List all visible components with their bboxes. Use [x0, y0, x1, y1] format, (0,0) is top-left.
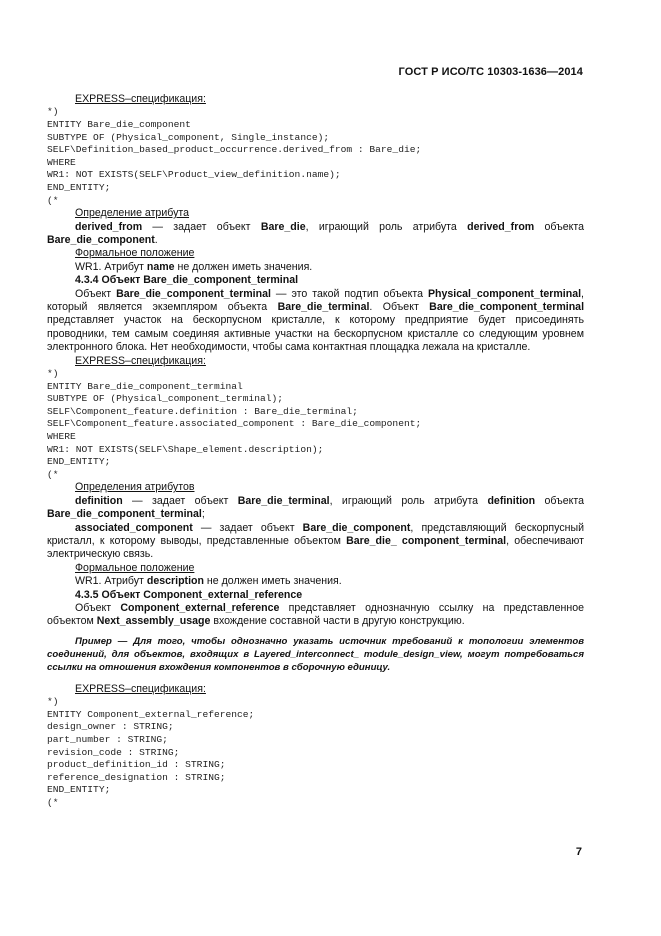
formal-rule-wr1: WR1. Атрибут description не должен иметь значения.	[75, 575, 342, 588]
express-code-block: *) ENTITY Component_external_reference; design_owner : STRING; part_number : STRING; revision_code : STRING; product_definition_id : STRING; reference_designation : STRING; END_ENTITY; (*	[47, 696, 255, 808]
express-heading: EXPRESS–спецификация:	[75, 682, 206, 695]
express-heading: EXPRESS–спецификация:	[75, 354, 206, 367]
body-paragraph: Объект Component_external_reference представляет однозначную ссылку на представленное объектом Next_assembly_usage вхождение составной части в другую конструкцию.	[47, 602, 584, 628]
section-heading: 4.3.4 Объект Bare_die_component_terminal	[75, 274, 299, 287]
example-note: Пример — Для того, чтобы однозначно указать источник требований к топологии элементов соединений, для объектов, входящих в Layered_interconnect_ module_design_view, могут потребоваться ссылки на отношения вхождения компонентов в сборочную единицу.	[47, 635, 584, 673]
attribute-definition-paragraph: associated_component — задает объект Bare_die_component, представляющий бескорпусный кристалл, к которому выводы, представленные объектом Bare_die_ component_terminal, обеспечивают электрическую связь.	[47, 521, 584, 561]
express-code-block: *) ENTITY Bare_die_component SUBTYPE OF (Physical_component, Single_instance); SELF\Definition_based_product_occurrence.derived_from : Bare_die; WHERE WR1: NOT EXISTS(SELF\Product_view_definition.name); END_ENTITY; (*	[47, 106, 422, 206]
body-paragraph: Объект Bare_die_component_terminal — это такой подтип объекта Physical_component_terminal, который является экземпляром объекта Bare_die_terminal. Объект Bare_die_component_terminal представляет участок на бескорпусном кристалле, к которому предприятие будет присоединять проводники, тем самым соединяя активные участки на бескорпусном кристалле со следующим уровнем электронного блока. Нет необходимости, чтобы сама контактная площадка лежала на кристалле.	[47, 287, 585, 354]
express-heading: EXPRESS–спецификация:	[75, 93, 206, 105]
page-content	[47, 93, 584, 810]
attribute-definition-paragraph: derived_from — задает объект Bare_die, играющий роль атрибута derived_from объекта Bare_die_component.	[47, 220, 585, 246]
standard-header: ГОСТ Р ИСО/ТС 10303-1636—2014	[398, 66, 583, 78]
formal-rule-wr1: WR1. Атрибут name не должен иметь значения.	[75, 260, 313, 273]
attribute-definition-paragraph: definition — задает объект Bare_die_terminal, играющий роль атрибута definition объекта Bare_die_component_terminal;	[47, 494, 585, 521]
formal-proposition-heading: Формальное положение	[75, 247, 195, 260]
page-number: 7	[575, 846, 582, 858]
express-code-block: *) ENTITY Bare_die_component_terminal SUBTYPE OF (Physical_component_terminal); SELF\Component_feature.definition : Bare_die_terminal; SELF\Component_feature.associated_component : Bare_die_component; WHERE WR1: NOT EXISTS(SELF\Shape_element.description); END_ENTITY; (*	[47, 368, 422, 480]
attribute-definitions-heading: Определения атрибутов	[75, 481, 195, 494]
attribute-definition-heading: Определение атрибута	[75, 207, 190, 220]
section-heading: 4.3.5 Объект Component_external_reference	[75, 588, 303, 601]
formal-proposition-heading: Формальное положение	[75, 561, 195, 574]
